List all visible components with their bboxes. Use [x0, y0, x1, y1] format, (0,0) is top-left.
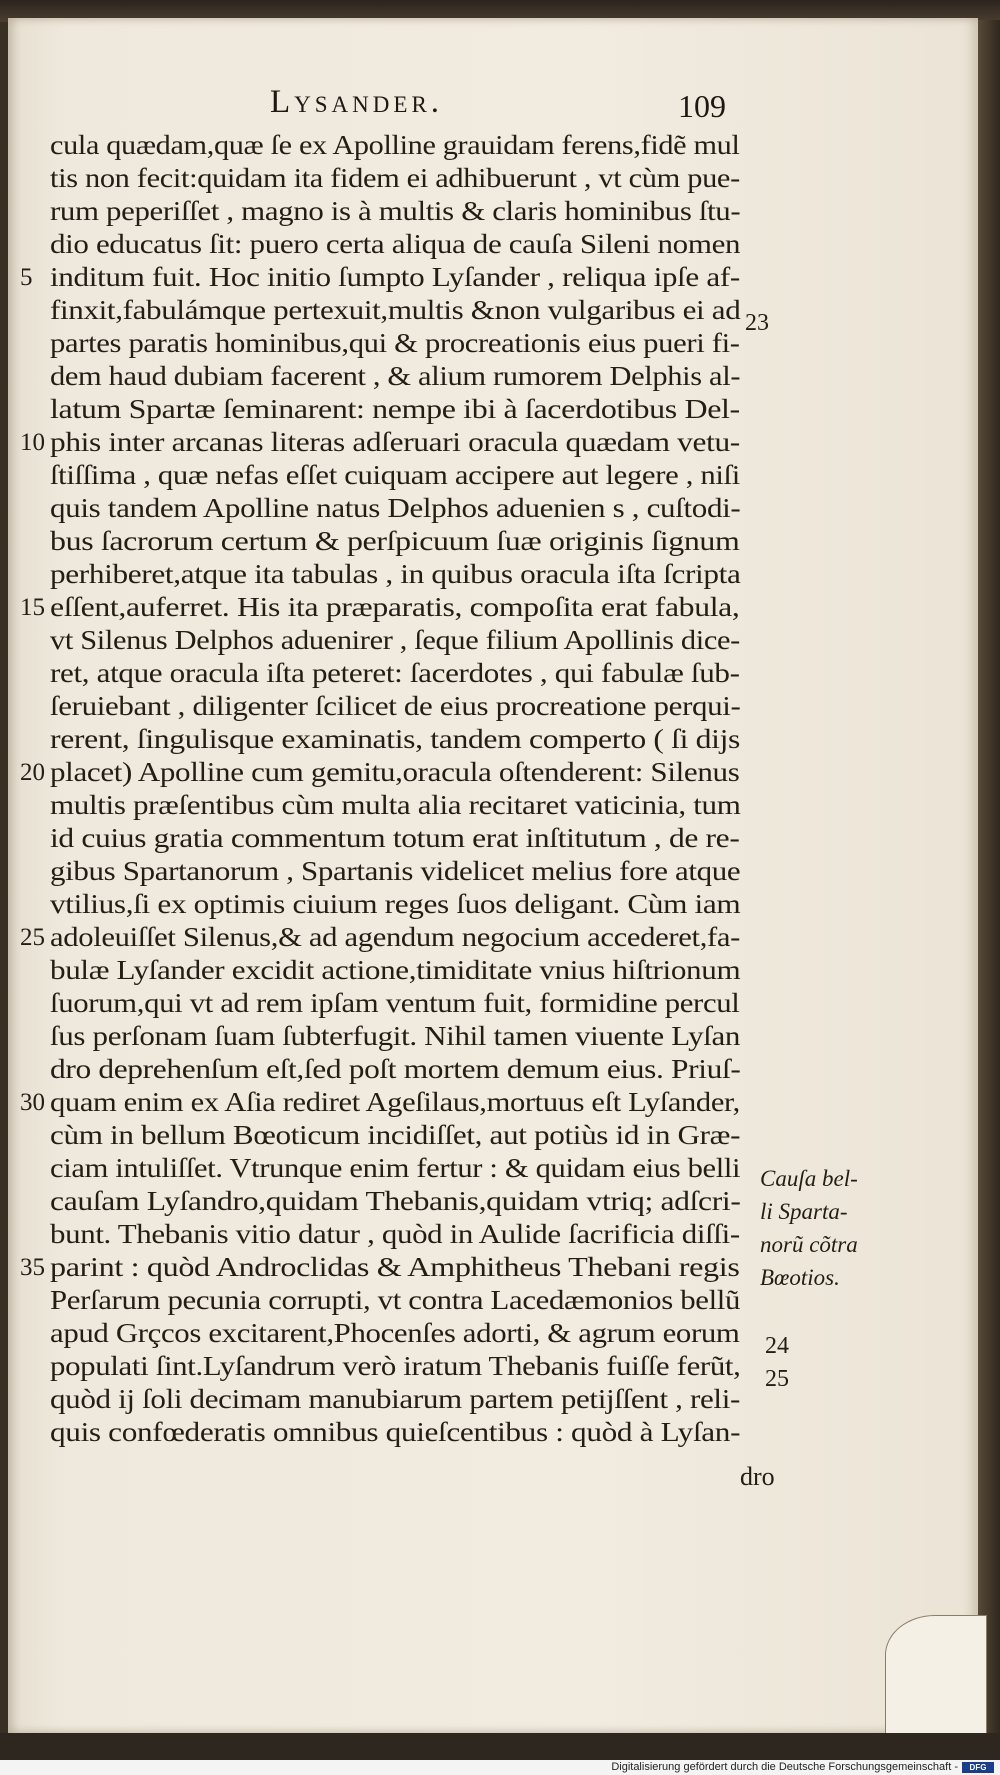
line-number-10: 10: [20, 429, 45, 456]
text-line: ſtiſſima , quæ nefas eſſet cuiquam accipere aut legere , niſi: [50, 460, 740, 490]
line-number-30: 30: [20, 1089, 45, 1116]
text-line: multis præſentibus cùm multa alia recitaret vaticinia, tum: [50, 790, 741, 820]
line-number-15: 15: [20, 594, 45, 621]
text-line: placet) Apolline cum gemitu,oracula oſtenderent: Silenus: [50, 757, 740, 787]
text-line: latum Spartæ ſeminarent: nempe ibi à ſacerdotibus Del-: [50, 394, 740, 424]
text-line: partes paratis hominibus,qui & procreationis eius pueri fi-: [50, 328, 740, 358]
page-number: 109: [678, 88, 726, 124]
line-number-20: 20: [20, 759, 45, 786]
funding-credit: Digitalisierung gefördert durch die Deutsche Forschungsgemeinschaft -: [611, 1761, 958, 1773]
text-line: ſeruiebant , diligenter ſcilicet de eius procreatione perqui-: [50, 691, 741, 721]
margin-number: 24: [765, 1333, 789, 1359]
text-line: rerent, ſingulisque examinatis, tandem comperto ( ſi dijs: [50, 724, 741, 754]
catchword: dro: [740, 1462, 775, 1491]
text-line: populati ſint.Lyſandrum verò iratum Thebanis fuiſſe ferũt,: [50, 1351, 741, 1381]
text-line: adoleuiſſet Silenus,& ad agendum negocium accederet,fa-: [50, 922, 741, 952]
text-line: ret, atque oracula iſta peteret: ſacerdotes , qui fabulæ ſub-: [50, 658, 740, 688]
text-line: quòd ij ſoli decimam manubiarum partem petijſſent , reli-: [50, 1384, 740, 1414]
marginal-note-line: Bœotios.: [760, 1265, 840, 1290]
page-corner-curl: [885, 1615, 987, 1742]
text-line: perhiberet,atque ita tabulas , in quibus oracula iſta ſcripta: [50, 559, 741, 589]
marginal-note-line: li Sparta-: [760, 1199, 848, 1224]
line-number-35: 35: [20, 1254, 45, 1281]
text-line: dio educatus ſit: puero certa aliqua de cauſa Sileni nomen: [50, 229, 741, 259]
text-line: dro deprehenſum eſt,ſed poſt mortem demum eius. Priuſ-: [50, 1054, 741, 1084]
text-line: id cuius gratia commentum totum erat inſtitutum , de re-: [50, 823, 740, 853]
text-line: ciam intuliſſet. Vtrunque enim fertur : & quidam eius belli: [50, 1153, 741, 1183]
text-line: quis confœderatis omnibus quieſcentibus : quòd à Lyſan-: [50, 1417, 741, 1447]
line-number-5: 5: [20, 264, 33, 291]
text-line: cùm in bellum Bœoticum incidiſſet, aut potiùs id in Græ-: [50, 1120, 741, 1150]
text-line: Perſarum pecunia corrupti, vt contra Lacedæmonios bellũ: [50, 1285, 741, 1315]
text-line: gibus Spartanorum , Spartanis videlicet melius fore atque: [50, 856, 741, 886]
text-line: ſus perſonam ſuam ſubterfugit. Nihil tamen viuente Lyſan: [50, 1021, 741, 1051]
dfg-logo: DFG: [962, 1762, 994, 1773]
text-line: ſuorum,qui vt ad rem ipſam ventum fuit, formidine percul: [50, 988, 740, 1018]
text-line: vtilius,ſi ex optimis ciuium reges ſuos deligant. Cùm iam: [50, 889, 741, 919]
text-line: phis inter arcanas literas adſeruari oracula quædam vetu-: [50, 427, 740, 457]
text-line: eſſent,auferret. His ita præparatis, compoſita erat fabula,: [50, 592, 740, 622]
marginal-note-line: Cauſa bel-: [760, 1166, 858, 1191]
margin-number: 25: [765, 1366, 789, 1392]
text-line: cauſam Lyſandro,quidam Thebanis,quidam vtriq; adſcri-: [50, 1186, 741, 1216]
gutter-marks: [0, 120, 12, 1420]
text-line: dem haud dubiam facerent , & alium rumorem Delphis al-: [50, 361, 741, 391]
text-line: inditum fuit. Hoc initio ſumpto Lyſander , reliqua ipſe af-: [50, 262, 740, 292]
text-line: tis non fecit:quidam ita fidem ei adhibuerunt , vt cùm pue-: [50, 163, 740, 193]
text-line: bunt. Thebanis vitio datur , quòd in Aulide ſacrificia diſſi-: [50, 1219, 740, 1249]
running-head: Lysander.: [270, 84, 444, 120]
text-line: quis tandem Apolline natus Delphos aduenien s , cuſtodi-: [50, 493, 741, 523]
marginal-note: [760, 1162, 858, 1294]
text-line: rum peperiſſet , magno is à multis & claris hominibus ſtu-: [50, 196, 741, 226]
text-line: bulæ Lyſander excidit actione,timiditate vnius hiſtrionum: [50, 955, 741, 985]
text-line: parint : quòd Androclidas & Amphitheus Thebani regis: [50, 1252, 740, 1282]
text-line: bus ſacrorum certum & perſpicuum ſuæ originis ſignum: [50, 526, 740, 556]
margin-number: 23: [745, 310, 769, 336]
text-line: finxit,fabulámque pertexuit,multis &non vulgaribus ei ad: [50, 295, 741, 325]
text-line: apud Grçcos excitarent,Phocenſes adorti, & agrum eorum: [50, 1318, 740, 1348]
text-line: cula quædam,quæ ſe ex Apolline grauidam ferens,fidẽ mul: [50, 130, 740, 160]
text-line: quam enim ex Aſia rediret Ageſilaus,mortuus eſt Lyſander,: [50, 1087, 740, 1117]
text-line: vt Silenus Delphos aduenirer , ſeque filium Apollinis dice-: [50, 625, 740, 655]
marginal-note-line: norũ cõtra: [760, 1232, 858, 1257]
line-number-25: 25: [20, 924, 45, 951]
